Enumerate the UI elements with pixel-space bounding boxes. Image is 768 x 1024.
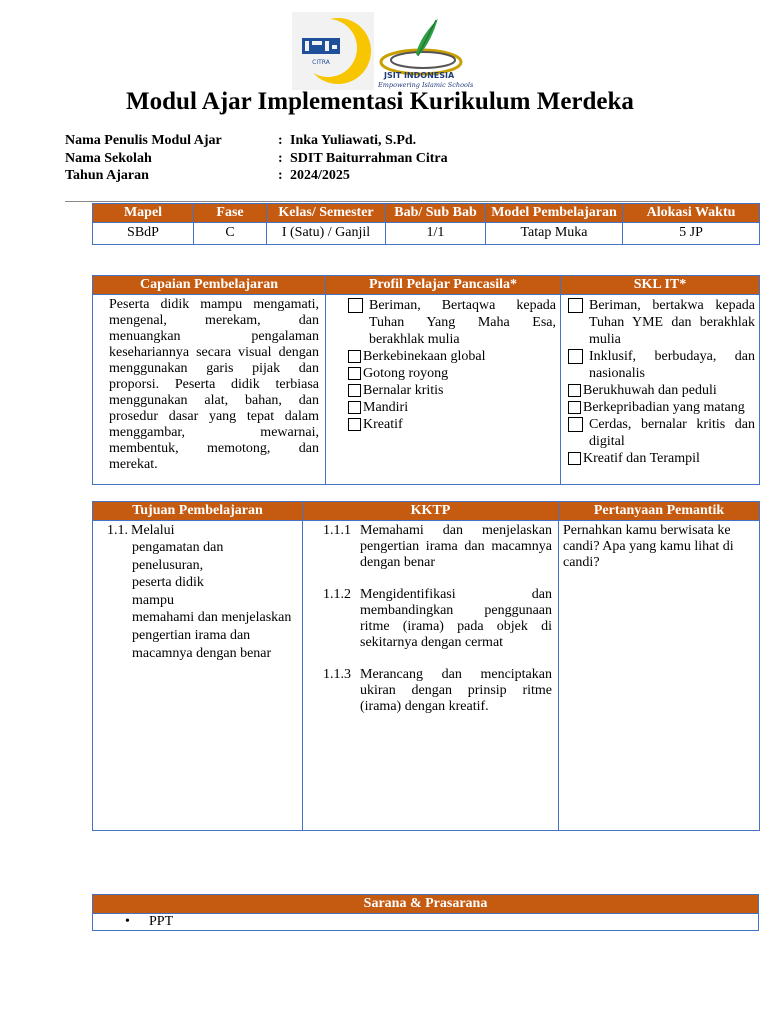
kktp-item <box>307 523 552 571</box>
capaian-table <box>92 275 760 485</box>
capaian-header-row <box>93 276 760 295</box>
profil-label: Gotong royong <box>363 366 449 381</box>
meta-value: Inka Yuliawati, S.Pd. <box>290 133 417 148</box>
kktp-text: Memahami dan menjelaskan pengertian irama dan macamnya dengan benar <box>360 523 552 570</box>
tujuan-cell <box>93 521 303 831</box>
meta-label: Tahun Ajaran <box>65 168 149 183</box>
tujuan-line: macamnya dengan benar <box>132 645 272 661</box>
profil-item <box>348 297 556 348</box>
header-kelas-semester: Kelas/ Semester <box>267 204 386 223</box>
skl-item <box>568 382 755 399</box>
cell-kelas-semester: I (Satu) / Ganjil <box>267 223 386 245</box>
meta-school <box>65 150 448 168</box>
skl-label: Berukhuwah dan peduli <box>583 383 717 398</box>
info-table <box>92 203 760 245</box>
meta-year <box>65 167 448 185</box>
meta-value: 2024/2025 <box>290 168 350 183</box>
tujuan-line: peserta didik <box>132 575 204 591</box>
kktp-number: 1.1.2 <box>323 587 351 602</box>
kktp-number: 1.1.1 <box>323 523 351 538</box>
sarana-item <box>97 914 754 930</box>
header-bab: Bab/ Sub Bab <box>386 204 486 223</box>
pemantik-cell: Pernahkan kamu berwisata ke candi? Apa yang kamu lihat di candi? <box>559 521 760 831</box>
skl-item <box>568 416 755 450</box>
tujuan-line: mampu <box>132 592 174 608</box>
header-tujuan: Tujuan Pembelajaran <box>93 502 303 521</box>
checkbox-icon[interactable] <box>568 401 581 414</box>
header-capaian: Capaian Pembelajaran <box>93 276 326 295</box>
tujuan-number: 1.1. <box>107 523 128 538</box>
profil-label: Berkebinekaan global <box>363 349 486 364</box>
meta-label: Nama Penulis Modul Ajar <box>65 133 222 148</box>
header-kktp: KKTP <box>303 502 559 521</box>
profil-item <box>348 416 556 433</box>
header-skl: SKL IT* <box>561 276 760 295</box>
skl-item <box>568 348 755 382</box>
cell-fase: C <box>194 223 267 245</box>
divider <box>65 201 680 202</box>
checkbox-icon[interactable] <box>348 384 361 397</box>
document-meta <box>65 132 448 185</box>
skl-item <box>568 450 755 467</box>
skl-label: Beriman, bertakwa kepada Tuhan YME dan berakhlak mulia <box>589 298 755 347</box>
kktp-item <box>307 587 552 651</box>
jsit-indonesia-logo <box>376 14 486 90</box>
tujuan-first: Melalui <box>131 523 175 538</box>
checkbox-icon[interactable] <box>568 417 583 432</box>
bullet-icon: • <box>125 914 130 929</box>
profil-label: Bernalar kritis <box>363 383 444 398</box>
kktp-text: Mengidentifikasi dan membandingkan penggunaan ritme (irama) pada objek di sekitarnya dengan cermat <box>360 587 552 650</box>
meta-colon: : <box>278 133 283 148</box>
checkbox-icon[interactable] <box>348 367 361 380</box>
kktp-text: Merancang dan menciptakan ukiran dengan prinsip ritme (irama) dengan kreatif. <box>360 667 552 714</box>
svg-text:CITRA: CITRA <box>312 59 330 66</box>
header-fase: Fase <box>194 204 267 223</box>
citra-logo <box>292 12 374 90</box>
meta-colon: : <box>278 168 283 183</box>
kktp-number: 1.1.3 <box>323 667 351 682</box>
profil-list <box>326 295 561 485</box>
cell-mapel: SBdP <box>93 223 194 245</box>
checkbox-icon[interactable] <box>568 384 581 397</box>
meta-value: SDIT Baiturrahman Citra <box>290 150 448 166</box>
kktp-item <box>307 667 552 715</box>
sarana-item-label: PPT <box>149 914 174 929</box>
cell-bab: 1/1 <box>386 223 486 245</box>
profil-item <box>348 365 556 382</box>
tujuan-line: pengertian irama dan <box>132 627 251 643</box>
document-title: Modul Ajar Implementasi Kurikulum Merdeka <box>126 88 634 115</box>
tujuan-line: pengamatan dan <box>132 540 224 555</box>
profil-item <box>348 348 556 365</box>
tujuan-line: penelusuran, <box>132 557 204 573</box>
skl-label: Kreatif dan Terampil <box>583 451 700 466</box>
profil-label: Beriman, Bertaqwa kepada Tuhan Yang Maha Esa, berakhlak mulia <box>369 298 556 347</box>
capaian-data-row <box>93 295 760 485</box>
tujuan-data-row <box>93 521 760 831</box>
skl-item <box>568 399 755 416</box>
skl-label: Inklusif, berbudaya, dan nasionalis <box>589 349 755 381</box>
info-data-row <box>93 223 760 245</box>
sarana-data-row <box>93 914 759 931</box>
tujuan-header-row <box>93 502 760 521</box>
header-sarana: Sarana & Prasarana <box>93 895 759 914</box>
skl-label: Berkepribadian yang matang <box>583 400 745 415</box>
info-header-row <box>93 204 760 223</box>
meta-colon: : <box>278 150 283 166</box>
tujuan-body <box>97 539 298 662</box>
tujuan-first-line <box>97 523 298 539</box>
sarana-table <box>92 894 759 931</box>
checkbox-icon[interactable] <box>348 298 363 313</box>
profil-item <box>348 399 556 416</box>
sarana-cell <box>93 914 759 931</box>
svg-text:JSIT INDONESIA: JSIT INDONESIA <box>384 71 455 80</box>
header-pemantik: Pertanyaan Pemantik <box>559 502 760 521</box>
meta-label: Nama Sekolah <box>65 150 152 166</box>
skl-item <box>568 297 755 348</box>
tujuan-table <box>92 501 760 831</box>
profil-label: Kreatif <box>363 417 403 432</box>
header-alokasi: Alokasi Waktu <box>623 204 760 223</box>
cell-model: Tatap Muka <box>486 223 623 245</box>
cell-alokasi: 5 JP <box>623 223 760 245</box>
checkbox-icon[interactable] <box>568 452 581 465</box>
profil-item <box>348 382 556 399</box>
checkbox-icon[interactable] <box>568 298 583 313</box>
checkbox-icon[interactable] <box>348 401 361 414</box>
header-profil: Profil Pelajar Pancasila* <box>326 276 561 295</box>
checkbox-icon[interactable] <box>348 350 361 363</box>
checkbox-icon[interactable] <box>348 418 361 431</box>
svg-text:Empowering Islamic Schools: Empowering Islamic Schools <box>378 81 474 89</box>
skl-list <box>561 295 760 485</box>
capaian-text: Peserta didik mampu mengamati, mengenal, merekam, dan menuangkan pengalaman kesehariannya secara visual dengan menggunakan garis pijak dan proporsi. Peserta didik terbiasa menggunakan alat, bahan, dan prosedur dasar yang tepat dalam menggambar, mewarnai, membentuk, memotong, dan merekat. <box>93 295 326 485</box>
profil-label: Mandiri <box>363 400 409 415</box>
meta-author <box>65 132 448 150</box>
tujuan-line: memahami dan menjelaskan <box>132 610 292 626</box>
checkbox-icon[interactable] <box>568 349 583 364</box>
header-model: Model Pembelajaran <box>486 204 623 223</box>
sarana-header-row <box>93 895 759 914</box>
skl-label: Cerdas, bernalar kritis dan digital <box>589 417 755 449</box>
header-mapel: Mapel <box>93 204 194 223</box>
kktp-cell <box>303 521 559 831</box>
